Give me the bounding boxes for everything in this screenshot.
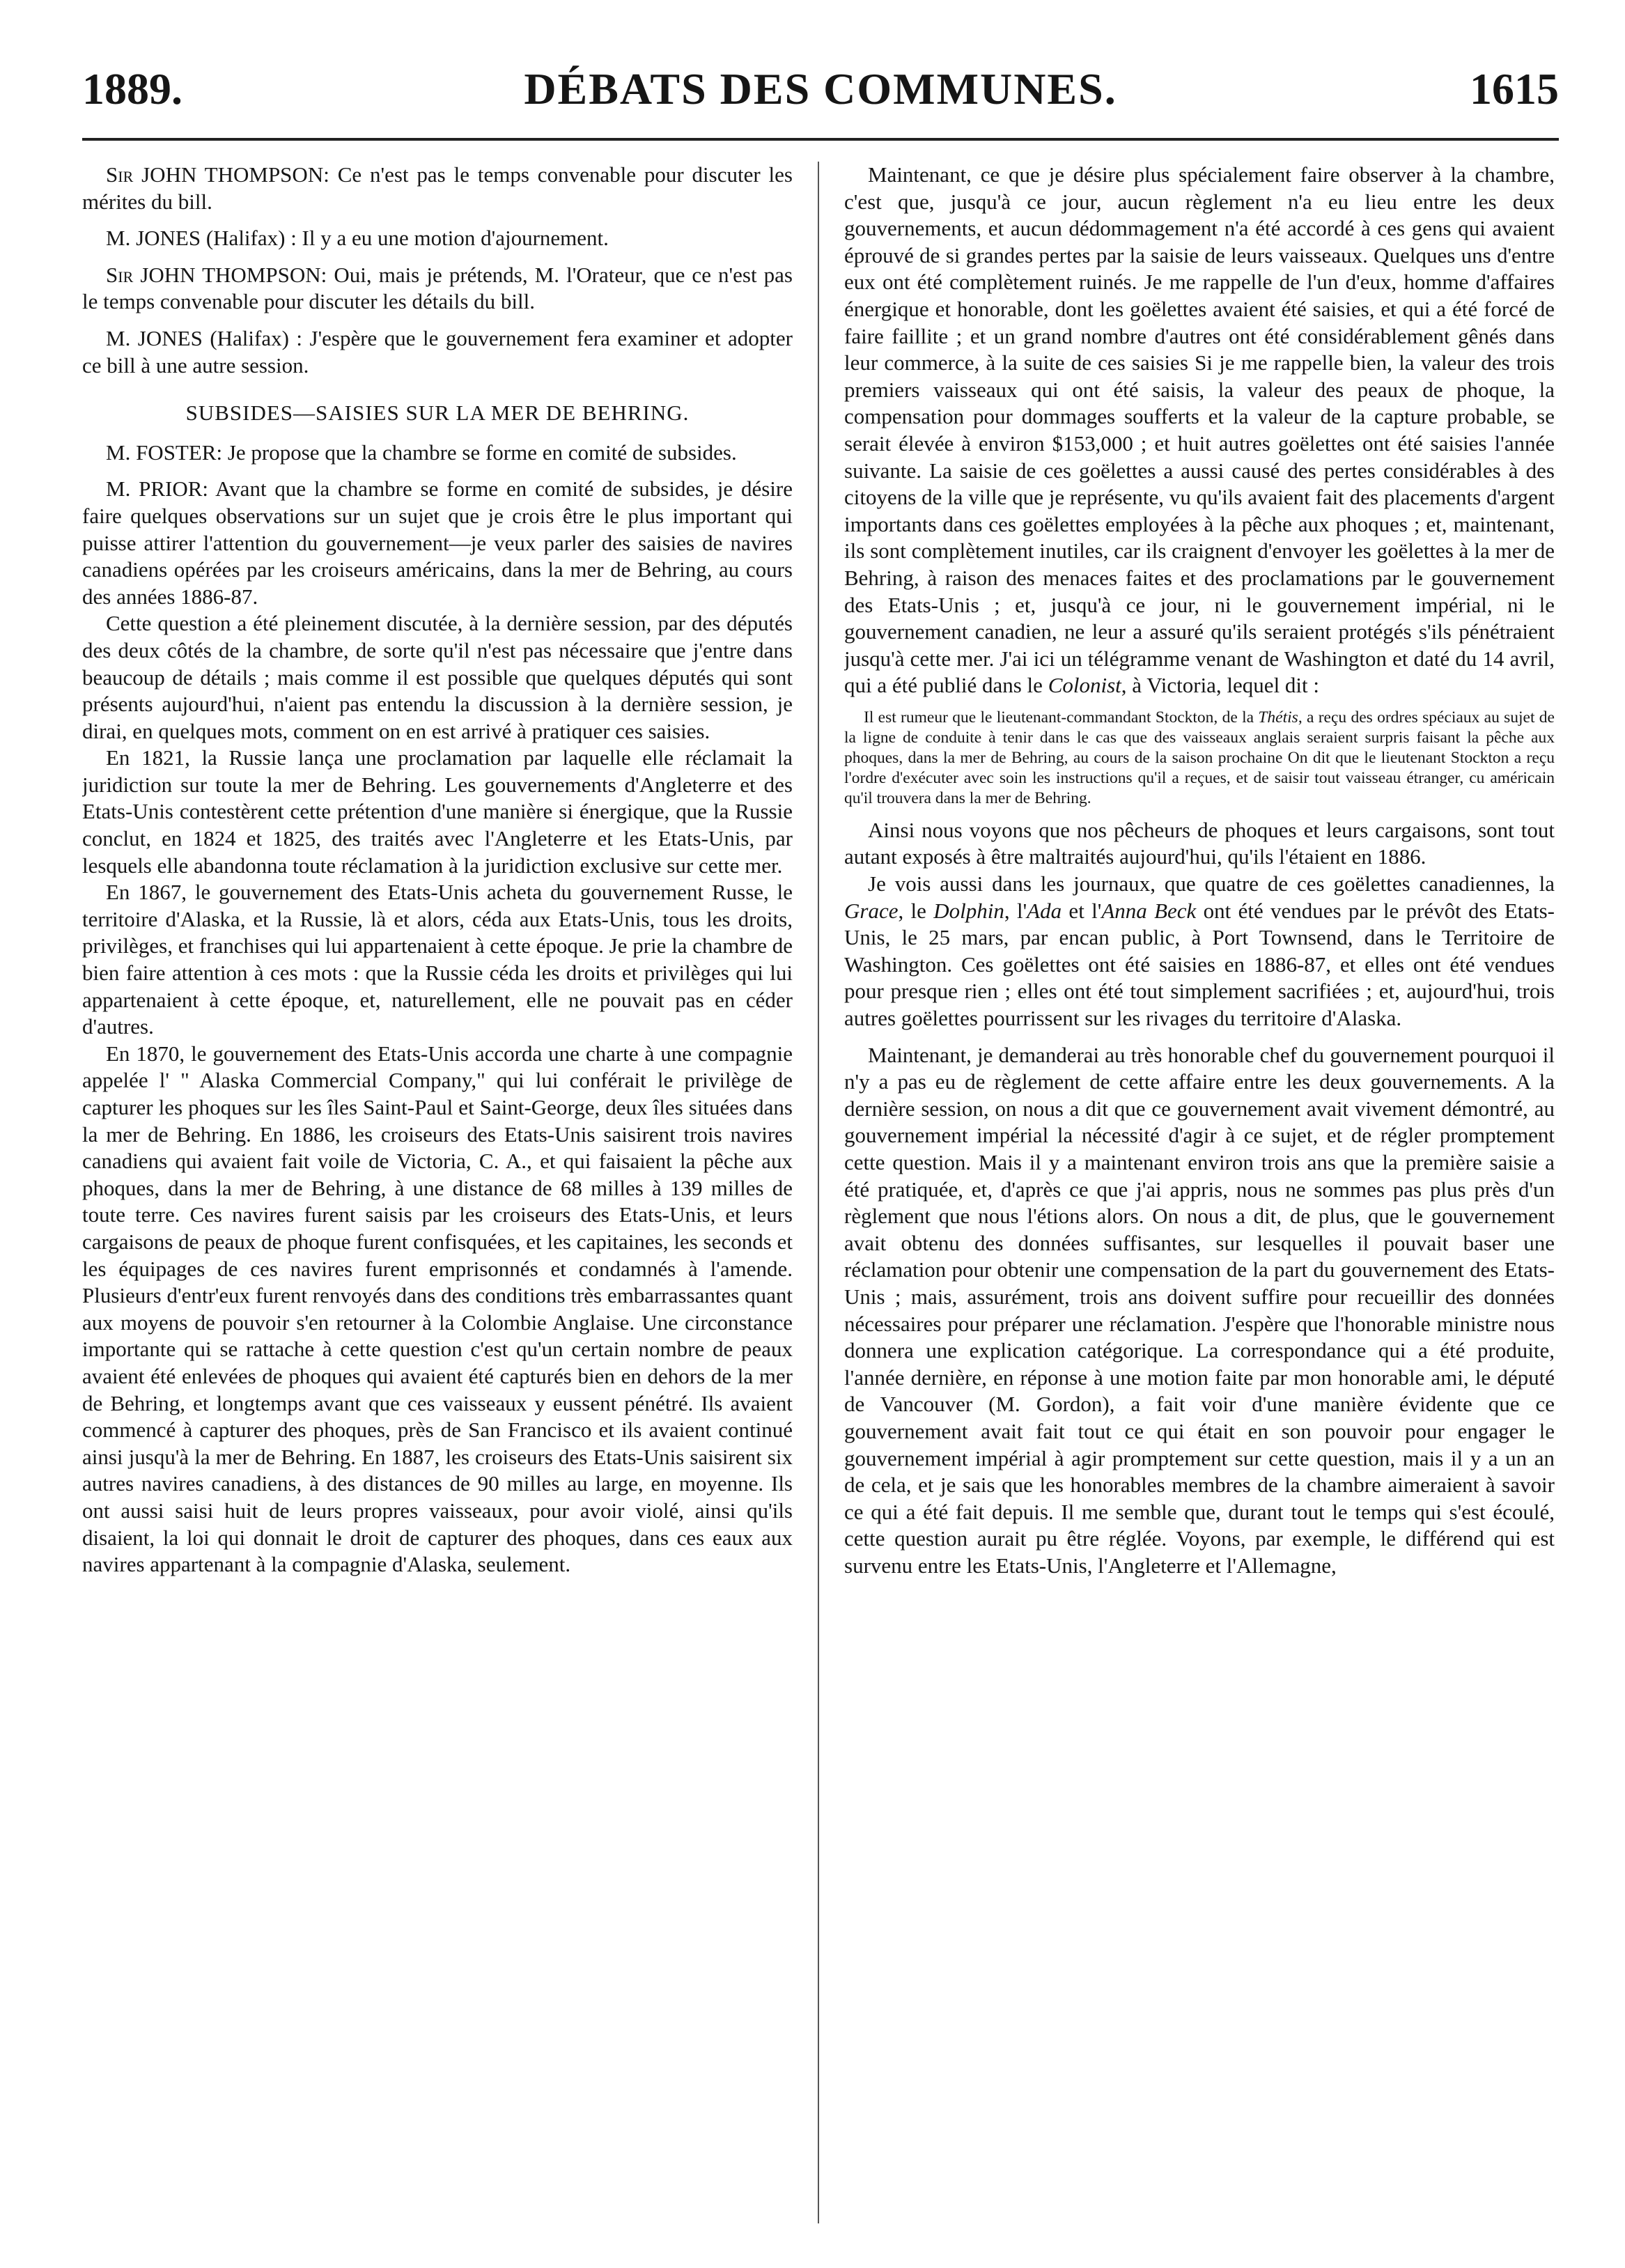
speaker-name: M. FOSTER xyxy=(106,440,217,465)
speech-text: (Halifax) : J'espère que le gouvernement fera examiner et adopter ce bill à une autre session. xyxy=(82,325,793,378)
paragraph: En 1870, le gouvernement des Etats-Unis accorda une charte à une compagnie appelée l' " Alaska Commercial Company," qui lui conférait le privilège de capturer les phoques sur les îles Saint-Paul et Saint-George, deux îles situées dans la mer de Behring. En 1886, les croiseurs des Etats-Unis saisirent trois navires canadiens qui avaient fait voile de Victoria, C. A., et qui faisaient la pêche aux phoques, dans la mer de Behring, à une distance de 68 milles à 139 milles de toute terre. Ces navires furent saisis par les croiseurs des Etats-Unis, et leurs cargaisons de peaux de phoque furent confisquées, et les capitaines, les seconds et les équipages de ces navires furent emprisonnés et condamnés à l'amende. Plusieurs d'entr'eux furent renvoyés dans des conditions très embarrassantes quant aux moyens de pouvoir s'en retourner à la Colombie Anglaise. Une circonstance importante qui se rattache à cette question c'est qu'un certain nombre de peaux avaient été enlevées de phoques qui avaient été capturés bien en dehors de la mer de Behring, et longtemps avant que ces vaisseaux y eussent pénétré. Ils avaient commencé à capturer des phoques, près de San Francisco et ils avaient continué ainsi jusqu'à la mer de Behring. En 1887, les croiseurs des Etats-Unis saisirent six autres navires canadiens, à des distances de 90 milles au large, en moyenne. Ils ont aussi saisi huit de leurs propres vaisseaux, pour avoir violé, ainsi qu'ils disaient, la loi qui donnait le droit de capturer des phoques, dans ces eaux aux navires appartenant à la compagnie d'Alaska, seulement. xyxy=(82,1041,793,1577)
speech-text: : Je propose que la chambre se forme en comité de subsides. xyxy=(216,440,737,465)
ship-name: Dolphin xyxy=(933,898,1004,923)
paragraph: En 1867, le gouvernement des Etats-Unis acheta du gouvernement Russe, le territoire d'Alaska, et la Russie, là et alors, céda aux Etats-Unis, tous les droits, privilèges, et franchises qui lui appartenaient à cette époque. Je prie la chambre de bien faire attention à ces mots : que la Russie céda les droits et privilèges qui lui appartenaient à cette époque, et, naturellement, elle ne pouvait pas en céder d'autres. xyxy=(82,880,793,1039)
section-heading: SUBSIDES—SAISIES SUR LA MER DE BEHRING. xyxy=(185,401,690,426)
paragraph xyxy=(82,440,793,467)
speaker-name: Sir JOHN THOMPSON xyxy=(106,162,324,187)
paragraph: En 1821, la Russie lança une proclamation par laquelle elle réclamait la juridiction sur toute la mer de Behring. Les gouvernements d'Angleterre et des Etats-Unis contestèrent cette prétention d'une manière si énergique, que la Russie conclut, en 1824 et 1825, des traités avec l'Angleterre et les Etats-Unis, par lesquels elle abandonna toute réclamation à la juridiction exclusive sur cette mer. xyxy=(82,745,793,878)
paragraph xyxy=(844,871,1555,1032)
paragraph xyxy=(82,262,793,316)
header-rule xyxy=(82,138,1559,141)
ship-name: Grace xyxy=(844,898,899,923)
paragraph xyxy=(82,476,793,610)
quote-text: Il est rumeur que le lieutenant-commandant Stockton, de la xyxy=(864,708,1259,727)
speaker-name: M. JONES xyxy=(106,226,201,251)
header-title: DÉBATS DES COMMUNES. xyxy=(524,64,1117,114)
newspaper-name: Colonist xyxy=(1048,673,1121,698)
paragraph xyxy=(844,162,1555,699)
speaker-name: M. JONES xyxy=(106,325,203,350)
paragraph-text: , à Victoria, lequel dit : xyxy=(1121,673,1320,698)
paragraph-text: et l' xyxy=(1062,898,1102,923)
paragraph-text: ont été vendues par le prévôt des Etats-Unis, le 25 mars, par encan public, à Port Townsend, dans le Territoire de Washington. Ces goëlettes ont été saisies en 1886-87, et elles ont été vendues pour presque rien ; elles ont été tout simplement sacrifiées ; et, aujourd'hui, trois autres goëlettes pourrissent sur les rivages du territoire d'Alaska. xyxy=(844,898,1555,1031)
header-page-number: 1615 xyxy=(1470,64,1559,114)
paragraph: Maintenant, je demanderai au très honorable chef du gouvernement pourquoi il n'y a pas eu de règlement de cette affaire entre les deux gouvernements. A la dernière session, on nous a dit que ce gouvernement avait vivement démontré, au gouvernement impérial la nécessité d'agir à ce sujet, et de régler promptement cette question. Mais il y a maintenant environ trois ans que la première saisie a été pratiquée, et, d'après ce que j'ai appris, nous ne sommes pas plus près d'un règlement que nous l'étions alors. On nous a dit, de plus, que le gouvernement avait obtenu des données suffisantes, sur lesquelles il pouvait baser une réclamation pour obtenir une compensation de la part du gouvernement des Etats-Unis ; mais, assurément, trois ans doivent suffire pour recueillir des données nécessaires pour préparer une réclamation. J'espère que l'honorable ministre nous donnera une explication catégorique. La correspondance qui a été produite, l'année dernière, en réponse à une motion faite par mon honorable ami, le député de Vancouver (M. Gordon), a fait voir d'une manière évidente que ce gouvernement avait fait tout ce qui était en son pouvoir pour engager le gouvernement impérial à agir promptement sur cette question, mais il y a un an de cela, et je sais que les honorables membres de la chambre aimeraient à savoir ce qui a été fait depuis. Il me semble que, durant tout le temps qui s'est écoulé, cette question aurait pu être réglée. Voyons, par exemple, le différend qui est survenu entre les Etats-Unis, l'Angleterre et l'Allemagne, xyxy=(844,1042,1555,1578)
header-year: 1889. xyxy=(82,64,182,114)
ship-name: Anna Beck xyxy=(1101,898,1197,923)
speaker-name: M. PRIOR xyxy=(106,476,203,502)
column-divider xyxy=(818,162,819,2223)
paragraph-text: Maintenant, ce que je désire plus spécialement faire observer à la chambre, c'est que, jusqu'à ce jour, aucun règlement n'a eu lieu entre les deux gouvernements, et aucun dédommagement n'a été accordé à ces gens qui avaient éprouvé de si grandes pertes par la saisie de leurs vaisseaux. Quelques uns d'entre eux ont été complètement ruinés. Je me rappelle de l'un d'eux, homme d'affaires énergique et honorable, dont les goëlettes avaient été saisies, et qui a été forcé de faire faillite ; et un grand nombre d'autres ont été considérablement gênés dans leur commerce, à la suite de ces saisies Si je me rappelle bien, la valeur des trois premiers vaisseaux qui ont été saisis, la valeur des peaux de phoque, la compensation pour dommages soufferts et la valeur de la capture probable, se serait élevée à environ $153,000 ; et huit autres goëlettes ont été saisies l'année suivante. La saisie de ces goëlettes a aussi causé des pertes considérables à des citoyens de la ville que je représente, vu qu'ils avaient fait des placements d'argent importants dans ces goëlettes employées à la pêche aux phoques ; et, maintenant, ils sont complètement inutiles, car ils craignent d'envoyer les goëlettes à la mer de Behring, à raison des menaces faites et des proclamations par le gouvernement des Etats-Unis ; et, jusqu'à ce jour, ni le gouvernement impérial, ni le gouvernement canadien, ne leur a assuré qu'ils seraient protégés s'ils pénétraient jusqu'à cette mer. J'ai ici un télégramme venant de Washington et daté du 14 avril, qui a été publié dans le xyxy=(844,162,1555,698)
speech-text: : Avant que la chambre se forme en comité de subsides, je désire faire quelques observations sur un sujet que je crois être le plus important qui puisse attirer l'attention du gouvernement—je veux parler des saisies de navires canadiens opérées par les croiseurs américains, dans la mer de Behring, au cours des années 1886-87. xyxy=(82,476,793,609)
speech-text: : Oui, mais je prétends, M. l'Orateur, que ce n'est pas le temps convenable pour discuter les détails du bill. xyxy=(82,262,793,314)
ship-name: Thétis xyxy=(1258,708,1298,727)
right-column xyxy=(844,162,1555,2230)
paragraph-text: , le xyxy=(898,898,934,923)
paragraph-text: , l' xyxy=(1004,898,1027,923)
left-column xyxy=(82,162,793,2230)
paragraph xyxy=(82,325,793,379)
speech-text: : Ce n'est pas le temps convenable pour discuter les mérites du bill. xyxy=(82,162,793,214)
page-header xyxy=(82,61,1559,117)
paragraph xyxy=(82,162,793,215)
quote-text: , a reçu des ordres spéciaux au sujet de la ligne de conduite à tenir dans le cas que des vaisseaux anglais seraient surpris faisant la pêche aux phoques, dans la mer de Behring, au cours de la saison prochaine On dit que le lieutenant Stockton a reçu l'ordre d'exécuter avec soin les instructions qu'il a reçues, et de saisir tout vaisseau étranger, cu américain qu'il trouvera dans la mer de Behring. xyxy=(844,708,1555,807)
paragraph: Ainsi nous voyons que nos pêcheurs de phoques et leurs cargaisons, sont tout autant exposés à être maltraités aujourd'hui, qu'ils l'étaient en 1886. xyxy=(844,817,1555,869)
quoted-telegram xyxy=(844,708,1555,809)
paragraph: Cette question a été pleinement discutée, à la dernière session, par des députés des deux côtés de la chambre, de sorte qu'il n'est pas nécessaire que j'entre dans beaucoup de détails ; mais comme il est possible que quelques députés qui sont présents aujourd'hui, n'aient pas entendu la discussion à la dernière session, je dirai, en quelques mots, comment on en est arrivé à pratiquer ces saisies. xyxy=(82,611,793,743)
speaker-name: Sir JOHN THOMPSON xyxy=(106,262,321,287)
ship-name: Ada xyxy=(1027,898,1062,923)
paragraph-text: Je vois aussi dans les journaux, que quatre de ces goëlettes canadiennes, la xyxy=(868,871,1555,896)
speech-text: (Halifax) : Il y a eu une motion d'ajournement. xyxy=(201,226,609,251)
paragraph xyxy=(82,225,793,252)
